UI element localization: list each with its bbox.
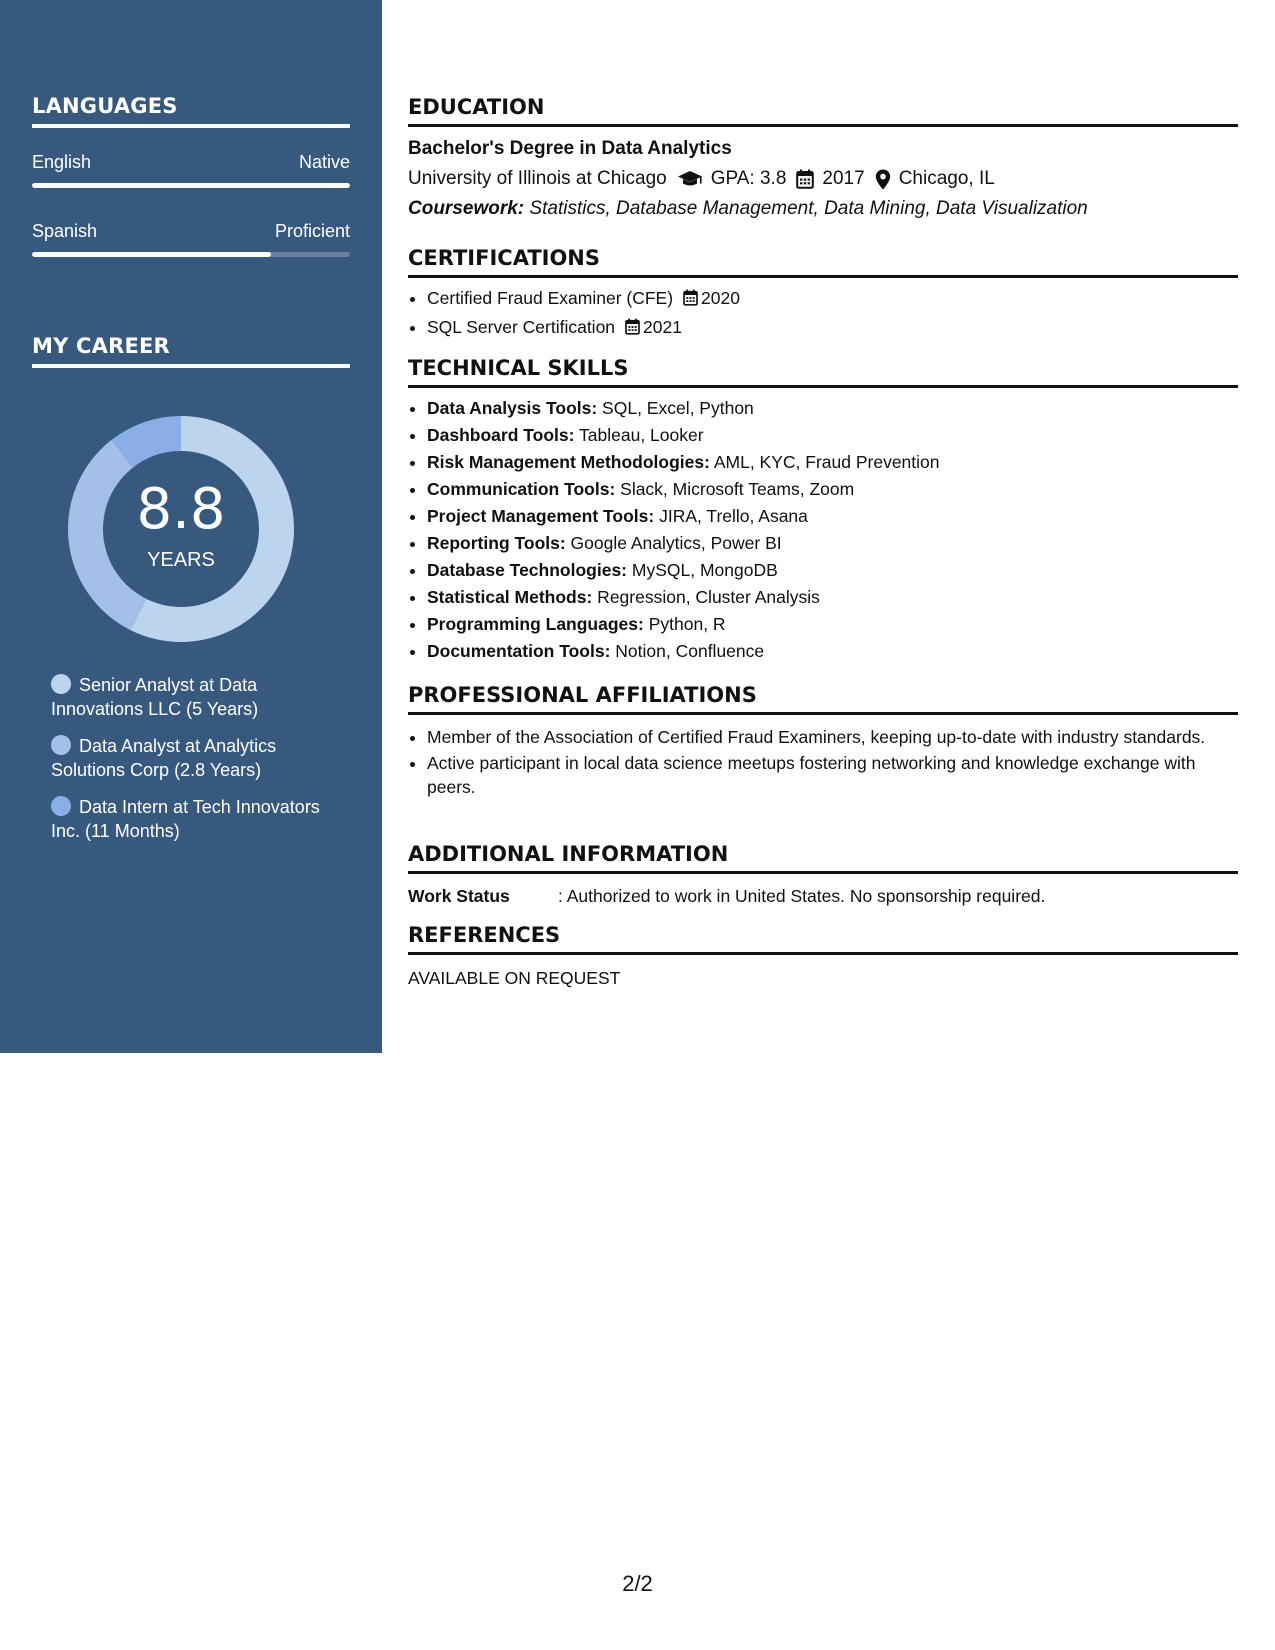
certification-name: Certified Fraud Examiner (CFE) [427,288,674,308]
references-text: AVAILABLE ON REQUEST [408,968,621,988]
list-item [427,314,1238,343]
education-meta [408,163,1238,195]
skill-label: Reporting Tools: [427,533,566,553]
certification-name: SQL Server Certification [427,317,616,337]
skill-value: MySQL, MongoDB [627,560,778,580]
degree-title: Bachelor's Degree in Data Analytics [408,138,732,159]
graduation-cap-icon [677,170,703,188]
skill-label: Dashboard Tools: [427,425,575,445]
coursework-label: Coursework: [408,198,525,219]
career-dot-icon [51,796,71,816]
list-item [427,285,1238,314]
coursework-list: Statistics, Database Management, Data Mining, Data Visualization [524,198,1088,219]
career-item [51,734,351,782]
career-item [51,673,351,721]
calendar-icon [683,287,698,314]
language-row-english [32,152,350,173]
career-total-unit: YEARS [147,549,215,571]
language-level: Native [298,152,350,172]
language-name: English [32,152,92,172]
skill-value: Regression, Cluster Analysis [592,587,820,607]
sidebar [0,0,382,1053]
career-item [51,795,351,843]
language-row-spanish [32,221,350,242]
affiliations-heading: PROFESSIONAL AFFILIATIONS [408,683,1238,715]
skill-value: AML, KYC, Fraud Prevention [709,452,940,472]
skill-label: Programming Languages: [427,614,644,634]
list-item [427,530,1238,557]
work-status-label: Work Status [408,886,510,906]
career-total-years: 8.8 [136,477,226,542]
list-item [427,557,1238,584]
calendar-icon [796,169,814,189]
list-item [427,584,1238,611]
gpa: GPA: 3.8 [710,168,787,189]
skill-label: Data Analysis Tools: [427,398,598,418]
affiliations-list [408,725,1238,801]
skill-label: Documentation Tools: [427,641,611,661]
skill-value: Python, R [643,614,726,634]
list-item [427,422,1238,449]
list-item [427,395,1238,422]
career-item-label: Senior Analyst at Data Innovations LLC (5 Years) [51,675,259,719]
references [408,966,1238,990]
list-item [427,503,1238,530]
work-status [408,884,1238,908]
graduation-year: 2017 [822,168,865,189]
skill-value: Google Analytics, Power BI [565,533,782,553]
school-name: University of Illinois at Chicago [408,168,667,189]
language-bar-english [32,183,350,188]
page-number: 2/2 [622,1571,653,1596]
skill-label: Statistical Methods: [427,587,593,607]
skill-value: Notion, Confluence [610,641,765,661]
skill-label: Database Technologies: [427,560,628,580]
list-item [427,611,1238,638]
career-heading: MY CAREER [32,334,350,368]
references-heading: REFERENCES [408,923,1238,955]
skill-value: JIRA, Trello, Asana [654,506,808,526]
list-item: • Active participant in local data science meetups fostering networking and knowledge exchange with peers. [427,751,1238,799]
language-level: Proficient [274,221,350,241]
career-list [51,673,351,856]
skill-value: Tableau, Looker [574,425,704,445]
languages-heading: LANGUAGES [32,94,350,128]
list-item: • Member of the Association of Certified Fraud Examiners, keeping up-to-date with industry standards. [427,725,1238,749]
skill-label: Project Management Tools: [427,506,655,526]
language-bar-fill [32,183,350,188]
skill-label: Communication Tools: [427,479,616,499]
career-item-label: Data Intern at Tech Innovators Inc. (11 Months) [51,797,320,841]
certifications-heading: CERTIFICATIONS [408,246,1238,278]
language-bar-fill [32,252,271,257]
technical-skills-list [408,395,1238,665]
list-item [427,638,1238,665]
career-dot-icon [51,735,71,755]
career-item-label: Data Analyst at Analytics Solutions Corp (2.8 Years) [51,736,277,780]
certifications-list [408,285,1238,343]
list-item [427,449,1238,476]
location: Chicago, IL [898,168,995,189]
list-item [427,476,1238,503]
skill-value: Slack, Microsoft Teams, Zoom [615,479,855,499]
skill-label: Risk Management Methodologies: [427,452,710,472]
work-status-value: : Authorized to work in United States. No sponsorship required. [558,886,1046,906]
coursework [408,195,1238,223]
calendar-icon [625,316,640,343]
skill-value: SQL, Excel, Python [597,398,754,418]
certification-year: 2021 [643,317,682,337]
technical-skills-heading: TECHNICAL SKILLS [408,356,1238,388]
education-heading: EDUCATION [408,95,1238,127]
language-bar-spanish [32,252,350,257]
certification-year: 2020 [701,288,740,308]
career-dot-icon [51,674,71,694]
language-name: Spanish [32,221,98,241]
location-pin-icon [875,169,891,190]
education-entry [408,135,1238,223]
additional-information-heading: ADDITIONAL INFORMATION [408,842,1238,874]
